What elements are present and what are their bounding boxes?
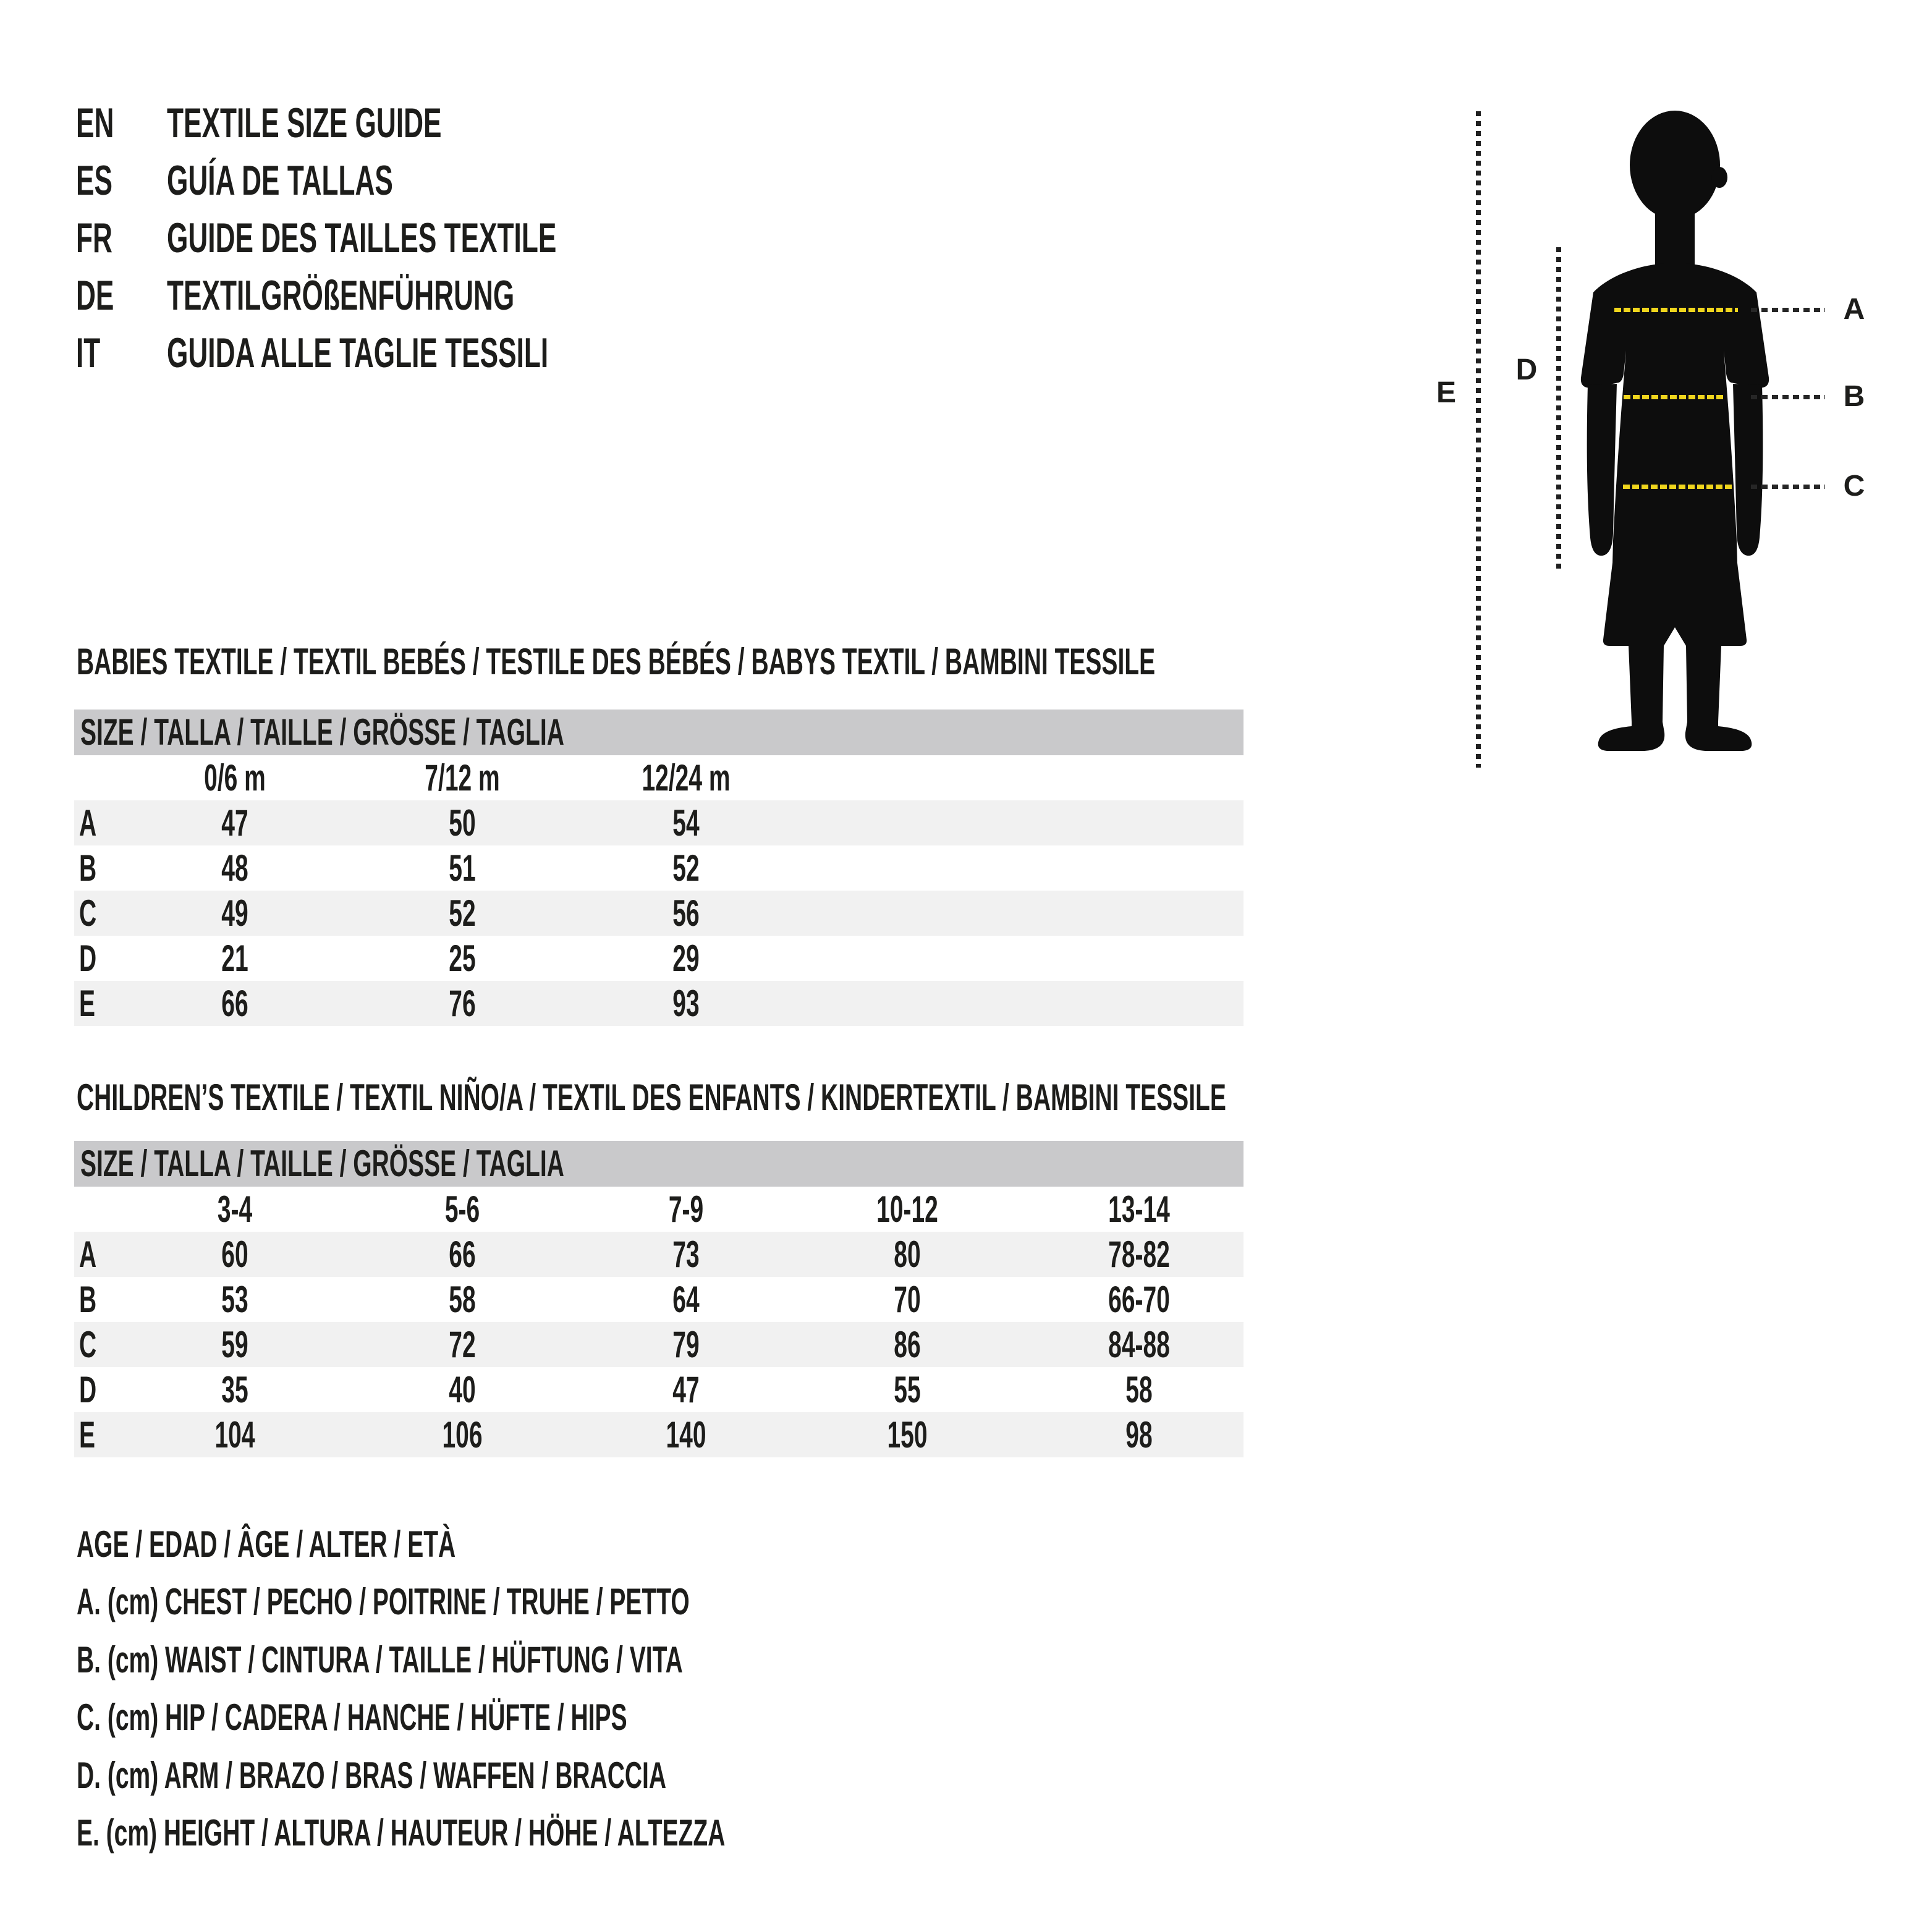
table-cell: 56: [672, 892, 700, 934]
table-row-stripe: [74, 1232, 1244, 1277]
table-row-stripe: [74, 800, 1244, 845]
children-col-header: 13-14: [1108, 1188, 1170, 1230]
children-row-label-e: E: [79, 1414, 96, 1455]
table-cell: 25: [449, 938, 476, 979]
measure-label-e: E: [1436, 376, 1456, 409]
lang-code-it: IT: [76, 329, 101, 376]
table-cell: 52: [672, 847, 700, 889]
table-cell: 47: [221, 802, 248, 844]
babies-row-label-a: A: [79, 802, 97, 844]
lang-title-es: GUÍA DE TALLAS: [167, 157, 393, 204]
table-cell: 73: [672, 1234, 700, 1275]
table-cell: 66: [221, 983, 248, 1024]
legend-waist: B. (cm) WAIST / CINTURA / TAILLE / HÜFTUNG / VITA: [77, 1639, 683, 1680]
babies-size-bar: [74, 710, 1244, 755]
children-row-label-d: D: [79, 1369, 97, 1410]
babies-row-label-c: C: [79, 892, 97, 934]
table-cell: 79: [672, 1324, 700, 1365]
table-cell: 60: [221, 1234, 248, 1275]
lang-title-de: TEXTILGRÖßENFÜHRUNG: [167, 272, 515, 319]
table-row-stripe: [74, 1322, 1244, 1367]
children-row-label-a: A: [79, 1234, 97, 1275]
legend-chest: A. (cm) CHEST / PECHO / POITRINE / TRUHE / PETTO: [77, 1581, 690, 1622]
table-cell: 55: [894, 1369, 921, 1410]
table-row-stripe: [74, 891, 1244, 936]
lang-code-es: ES: [76, 157, 112, 204]
children-col-header: 3-4: [217, 1188, 253, 1230]
children-size-bar: [74, 1141, 1244, 1187]
legend-arm: D. (cm) ARM / BRAZO / BRAS / WAFFEN / BRACCIA: [77, 1755, 667, 1796]
table-cell: 53: [221, 1279, 248, 1320]
lang-code-de: DE: [76, 272, 114, 319]
chest-a-black-dash: [1751, 308, 1825, 312]
lang-title-it: GUIDA ALLE TAGLIE TESSILI: [167, 329, 549, 376]
table-cell: 140: [666, 1414, 706, 1455]
children-col-header: 10-12: [876, 1188, 938, 1230]
hip-c-yellow-dash: [1623, 485, 1734, 489]
hip-c-black-dash: [1751, 485, 1825, 489]
legend-age: AGE / EDAD / ÂGE / ALTER / ETÀ: [77, 1523, 456, 1565]
children-section-heading: CHILDREN’S TEXTILE / TEXTIL NIÑO/A / TEXTIL DES ENFANTS / KINDERTEXTIL / BAMBINI TESSILE: [77, 1077, 1226, 1118]
table-cell: 64: [672, 1279, 700, 1320]
babies-section-heading: BABIES TEXTILE / TEXTIL BEBÉS / TESTILE DES BÉBÉS / BABYS TEXTIL / BAMBINI TESSILE: [77, 641, 1156, 682]
chest-a-yellow-dash: [1614, 308, 1738, 312]
table-cell: 84-88: [1108, 1324, 1170, 1365]
legend-height: E. (cm) HEIGHT / ALTURA / HAUTEUR / HÖHE / ALTEZZA: [77, 1812, 726, 1854]
babies-col-header: 7/12 m: [425, 757, 500, 799]
lang-title-fr: GUIDE DES TAILLES TEXTILE: [167, 214, 557, 261]
babies-row-label-b: B: [79, 847, 97, 889]
table-cell: 86: [894, 1324, 921, 1365]
table-cell: 54: [672, 802, 700, 844]
table-cell: 35: [221, 1369, 248, 1410]
table-cell: 106: [442, 1414, 483, 1455]
table-cell: 58: [1125, 1369, 1153, 1410]
table-cell: 80: [894, 1234, 921, 1275]
babies-row-label-d: D: [79, 938, 97, 979]
waist-b-black-dash: [1751, 395, 1825, 399]
lang-code-en: EN: [76, 100, 114, 146]
babies-size-bar-label: SIZE / TALLA / TAILLE / GRÖSSE / TAGLIA: [80, 711, 564, 753]
table-cell: 72: [449, 1324, 476, 1365]
table-cell: 58: [449, 1279, 476, 1320]
measure-label-d: D: [1515, 354, 1538, 386]
table-cell: 66-70: [1108, 1279, 1170, 1320]
table-cell: 50: [449, 802, 476, 844]
babies-col-header: 12/24 m: [642, 757, 731, 799]
table-cell: 104: [214, 1414, 255, 1455]
table-cell: 47: [672, 1369, 700, 1410]
table-cell: 21: [221, 938, 248, 979]
measurement-figure: [1409, 105, 1932, 797]
table-cell: 59: [221, 1324, 248, 1365]
table-cell: 70: [894, 1279, 921, 1320]
babies-row-label-e: E: [79, 983, 96, 1024]
children-size-bar-label: SIZE / TALLA / TAILLE / GRÖSSE / TAGLIA: [80, 1143, 564, 1184]
arm-d-dotted-line: [1556, 247, 1561, 569]
children-row-label-c: C: [79, 1324, 97, 1365]
table-cell: 40: [449, 1369, 476, 1410]
measure-label-b: B: [1843, 380, 1865, 413]
children-row-label-b: B: [79, 1279, 97, 1320]
table-cell: 49: [221, 892, 248, 934]
legend-hip: C. (cm) HIP / CADERA / HANCHE / HÜFTE / HIPS: [77, 1697, 627, 1738]
babies-col-header: 0/6 m: [204, 757, 266, 799]
lang-title-en: TEXTILE SIZE GUIDE: [167, 100, 442, 146]
table-cell: 150: [887, 1414, 928, 1455]
table-cell: 76: [449, 983, 476, 1024]
children-col-header: 7-9: [668, 1188, 704, 1230]
table-cell: 66: [449, 1234, 476, 1275]
lang-code-fr: FR: [76, 214, 112, 261]
table-cell: 93: [672, 983, 700, 1024]
table-cell: 78-82: [1108, 1234, 1170, 1275]
table-cell: 52: [449, 892, 476, 934]
children-col-header: 5-6: [444, 1188, 480, 1230]
table-cell: 98: [1125, 1414, 1153, 1455]
measure-label-a: A: [1843, 293, 1865, 326]
table-cell: 48: [221, 847, 248, 889]
table-row-stripe: [74, 981, 1244, 1026]
table-cell: 51: [449, 847, 476, 889]
table-cell: 29: [672, 938, 700, 979]
measure-label-c: C: [1843, 470, 1865, 502]
waist-b-yellow-dash: [1624, 395, 1726, 399]
